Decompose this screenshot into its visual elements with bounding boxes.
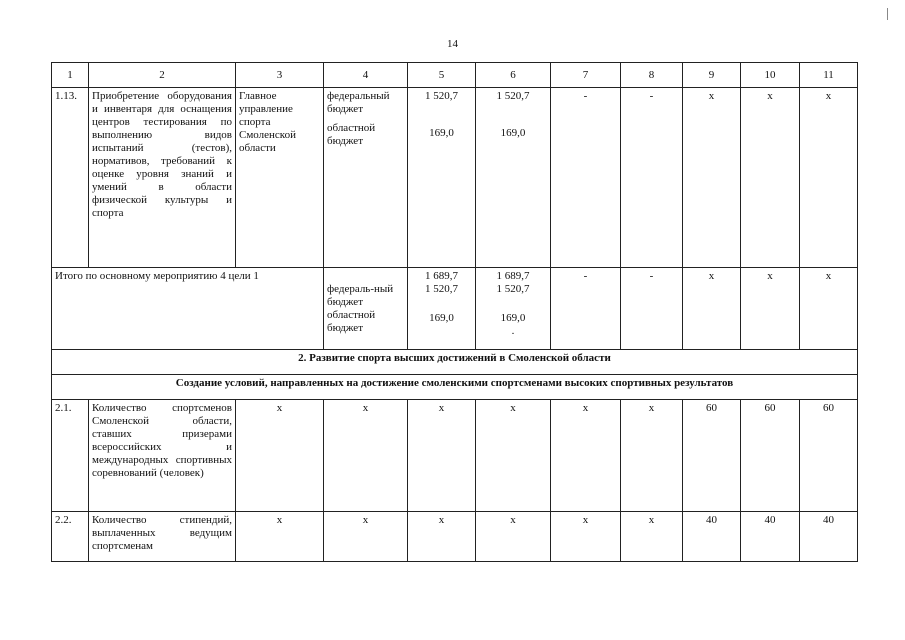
column-header: 8	[621, 63, 683, 88]
column-header: 1	[52, 63, 89, 88]
subsection-title: Создание условий, направленных на достижение смоленскими спортсменами высоких спортивных результатов	[52, 375, 858, 400]
page-edge-mark	[887, 8, 888, 20]
cell-col6: х	[476, 512, 551, 562]
amount-col6	[476, 88, 551, 268]
column-header: 7	[551, 63, 621, 88]
cell-col7: х	[551, 400, 621, 512]
amount-total: 1 689,7	[496, 270, 530, 282]
column-header: 11	[800, 63, 858, 88]
cell-col8: -	[621, 88, 683, 268]
cell-col3: х	[236, 400, 324, 512]
column-number-row	[52, 63, 858, 88]
cell-col10: 40	[741, 512, 800, 562]
cell-col3: х	[236, 512, 324, 562]
funding-source-cell	[324, 88, 408, 268]
activity-name: Приобретение оборудования и инвентаря для оснащения центров тестирования по выполнению видов испытаний (тестов), нормативов, требований к оценке уровня знаний и умений в области физической культуры и спорта	[89, 88, 236, 268]
section-row	[52, 350, 858, 375]
funding-source-federal: федеральный бюджет	[327, 90, 390, 115]
column-header: 9	[683, 63, 741, 88]
cell-col7: х	[551, 512, 621, 562]
cell-col6: х	[476, 400, 551, 512]
cell-col11: х	[800, 88, 858, 268]
cell-col7: -	[551, 268, 621, 350]
column-header: 10	[741, 63, 800, 88]
table-row-2-2	[52, 512, 858, 562]
cell-col8: -	[621, 268, 683, 350]
column-header: 6	[476, 63, 551, 88]
amount-col5	[408, 268, 476, 350]
cell-col11: х	[800, 268, 858, 350]
indicator-name: Количество спортсменов Смоленской области, ставших призерами всероссийских и международных спортивных соревнований (человек)	[89, 400, 236, 512]
column-header: 4	[324, 63, 408, 88]
executor-cell: Главное управление спорта Смоленской области	[236, 88, 324, 268]
amount-regional: 169,0	[500, 312, 526, 324]
amount-regional: 169,0	[500, 127, 526, 139]
cell-col9: 60	[683, 400, 741, 512]
cell-col4: х	[324, 400, 408, 512]
amount-federal: 1 520,7	[496, 90, 530, 102]
column-header: 2	[89, 63, 236, 88]
cell-col10: х	[741, 88, 800, 268]
funding-source-cell	[324, 268, 408, 350]
cell-col7: -	[551, 88, 621, 268]
amount-col6	[476, 268, 551, 350]
amount-mark: .	[511, 325, 515, 337]
indicator-name: Количество стипендий, выплаченных ведущим спортсменам	[89, 512, 236, 562]
amount-federal: 1 520,7	[425, 283, 458, 295]
total-label: Итого по основному мероприятию 4 цели 1	[52, 268, 324, 350]
cell-col9: 40	[683, 512, 741, 562]
row-number: 2.1.	[52, 400, 89, 512]
cell-col9: х	[683, 268, 741, 350]
table-row-total	[52, 268, 858, 350]
funding-source-regional: областной бюджет	[327, 122, 376, 147]
subsection-row	[52, 375, 858, 400]
funding-source-federal: федераль-ный бюджет	[327, 283, 394, 308]
cell-col4: х	[324, 512, 408, 562]
page-number: 14	[447, 38, 458, 50]
amount-regional: 169,0	[429, 127, 454, 139]
table-row-2-1	[52, 400, 858, 512]
cell-col5: х	[408, 400, 476, 512]
amount-col5	[408, 88, 476, 268]
cell-col11: 40	[800, 512, 858, 562]
funding-source-regional: областной бюджет	[327, 309, 376, 334]
amount-federal: 1 520,7	[496, 283, 530, 295]
cell-col11: 60	[800, 400, 858, 512]
amount-federal: 1 520,7	[425, 90, 458, 102]
cell-col8: х	[621, 400, 683, 512]
row-number: 1.13.	[52, 88, 89, 268]
amount-total: 1 689,7	[425, 270, 458, 282]
amount-regional: 169,0	[429, 312, 454, 324]
column-header: 3	[236, 63, 324, 88]
cell-col10: 60	[741, 400, 800, 512]
section-title: 2. Развитие спорта высших достижений в Смоленской области	[52, 350, 858, 375]
cell-col10: х	[741, 268, 800, 350]
row-number: 2.2.	[52, 512, 89, 562]
cell-col9: х	[683, 88, 741, 268]
table-row-1-13	[52, 88, 858, 268]
program-table	[51, 62, 858, 562]
cell-col5: х	[408, 512, 476, 562]
cell-col8: х	[621, 512, 683, 562]
column-header: 5	[408, 63, 476, 88]
